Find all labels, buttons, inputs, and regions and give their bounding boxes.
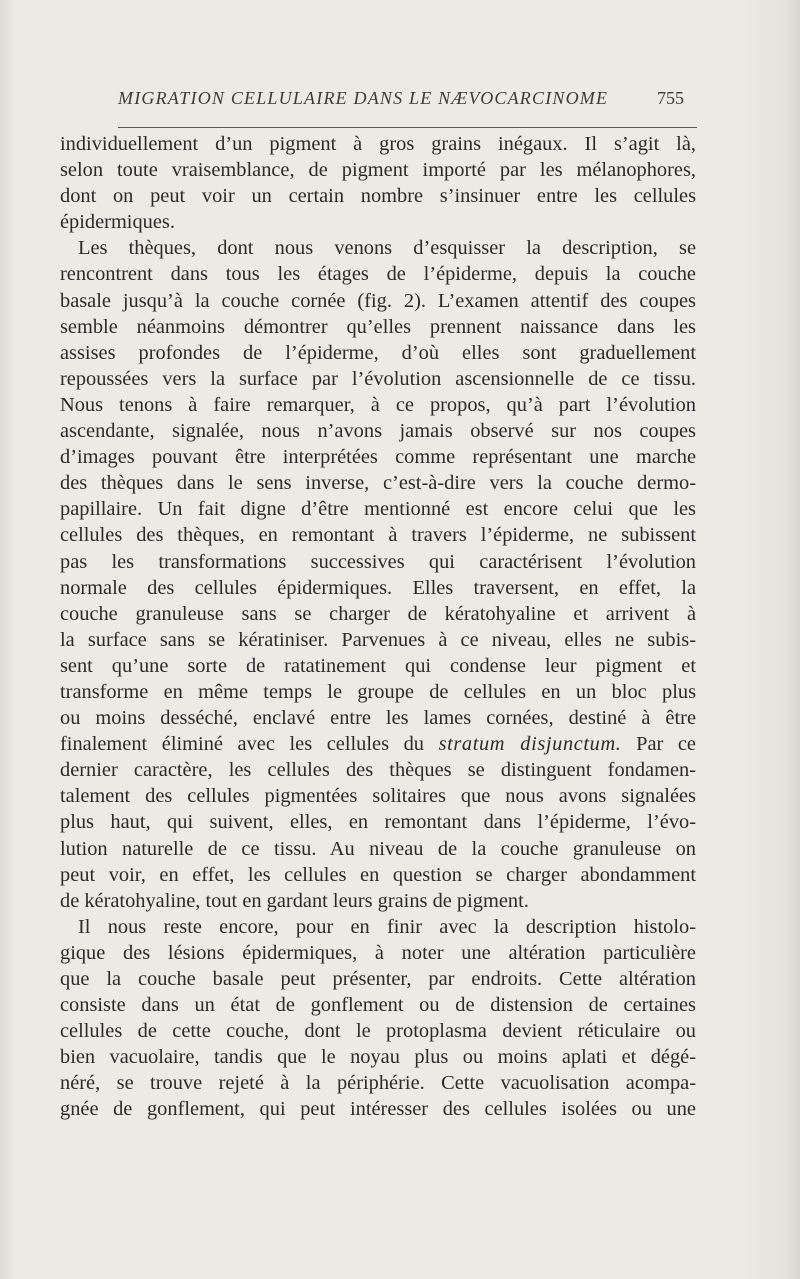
page-number: 755: [657, 88, 684, 108]
text-line: gnée de gonflement, qui peut intéresser des cellules isolées ou une: [60, 1098, 696, 1121]
text-segment: Par ce: [636, 733, 696, 756]
text-line: que la couche basale peut présenter, par endroits. Cette altération: [60, 968, 696, 990]
text-line: épidermiques.: [60, 211, 175, 234]
body-text: [60, 131, 696, 1123]
text-line: ou moins desséché, enclavé entre les lames cornées, destiné à être: [60, 707, 696, 730]
text-line: de kératohyaline, tout en gardant leurs grains de pigment.: [60, 889, 529, 912]
paragraph-start-line: Il nous reste encore, pour en finir avec la description histolo-: [78, 915, 696, 938]
text-line: rencontrent dans tous les étages de l’épiderme, depuis la couche: [60, 263, 696, 286]
italic-term: stratum disjunctum.: [438, 733, 622, 756]
text-line: pas les transformations successives qui caractérisent l’évolution: [60, 550, 696, 573]
text-line: néré, se trouve rejeté à la périphérie. Cette vacuolisation acompa-: [60, 1072, 696, 1095]
text-line: sent qu’une sorte de ratatinement qui condense leur pigment et: [60, 654, 696, 677]
text-line: dont on peut voir un certain nombre s’insinuer entre les cellules: [60, 185, 696, 208]
text-line: selon toute vraisemblance, de pigment importé par les mélanophores,: [60, 159, 696, 182]
text-line: assises profondes de l’épiderme, d’où elles sont graduellement: [60, 341, 696, 364]
text-line: peut voir, en effet, les cellules en question se charger abondamment: [60, 863, 696, 886]
text-line: cellules des thèques, en remontant à travers l’épiderme, ne subissent: [60, 524, 696, 547]
text-line: couche granuleuse sans se charger de kératohyaline et arrivent à: [60, 602, 696, 625]
text-line: d’images pouvant être interprétées comme représentant une marche: [60, 446, 696, 469]
running-head: MIGRATION CELLULAIRE DANS LE NÆVOCARCINOME: [118, 88, 609, 108]
paragraph-start-line: Les thèques, dont nous venons d’esquisser la description, se: [78, 237, 696, 260]
text-line: transforme en même temps le groupe de cellules en un bloc plus: [60, 680, 696, 703]
text-line: semble néanmoins démontrer qu’elles prennent naissance dans les: [60, 315, 696, 338]
text-line-with-italic: [60, 731, 696, 757]
text-line: papillaire. Un fait digne d’être mentionné est encore celui que les: [60, 498, 696, 521]
header-rule: [118, 127, 697, 128]
text-line: lution naturelle de ce tissu. Au niveau de la couche granuleuse on: [60, 837, 696, 860]
text-line: bien vacuolaire, tandis que le noyau plus ou moins aplati et dégé-: [60, 1046, 696, 1069]
text-line: cellules de cette couche, dont le protoplasma devient réticulaire ou: [60, 1020, 696, 1043]
text-line: basale jusqu’à la couche cornée (fig. 2). L’examen attentif des coupes: [60, 289, 696, 312]
text-line: la surface sans se kératiniser. Parvenues à ce niveau, elles ne subis-: [60, 628, 696, 651]
text-line: normale des cellules épidermiques. Elles traversent, en effet, la: [60, 576, 696, 599]
text-line: dernier caractère, les cellules des thèques se distinguent fondamen-: [60, 759, 696, 782]
text-line: Nous tenons à faire remarquer, à ce propos, qu’à part l’évolution: [60, 393, 696, 416]
text-line: ascendante, signalée, nous n’avons jamais observé sur nos coupes: [60, 420, 696, 443]
text-line: repoussées vers la surface par l’évolution ascensionnelle de ce tissu.: [60, 367, 696, 390]
text-line: gique des lésions épidermiques, à noter une altération particulière: [60, 941, 696, 964]
text-line: individuellement d’un pigment à gros grains inégaux. Il s’agit là,: [60, 133, 696, 155]
text-segment: finalement éliminé avec les cellules du: [60, 733, 424, 756]
text-line: talement des cellules pigmentées solitaires que nous avons signalées: [60, 785, 696, 808]
text-line: des thèques dans le sens inverse, c’est-à-dire vers la couche dermo-: [60, 472, 696, 495]
text-line: plus haut, qui suivent, elles, en remontant dans l’épiderme, l’évo-: [60, 811, 696, 834]
text-line: consiste dans un état de gonflement ou de distension de certaines: [60, 994, 696, 1017]
